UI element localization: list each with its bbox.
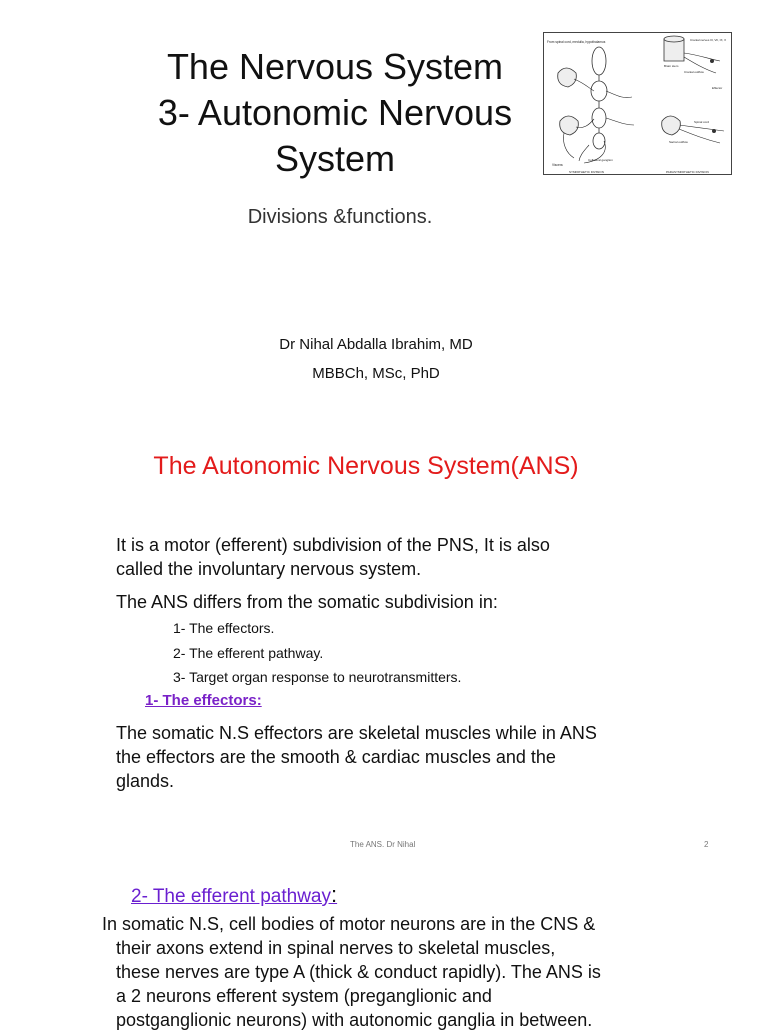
paragraph-line: these nerves are type A (thick & conduct rapidly). The ANS is [116, 962, 601, 982]
sympathetic-chain [591, 47, 607, 149]
ans-diagram [543, 32, 732, 175]
diagram-label-cranial-outflow: Cranial outflow [684, 70, 704, 74]
paragraph-line: In somatic N.S, cell bodies of motor neurons are in the CNS & [102, 914, 596, 934]
slide-title [0, 0, 768, 430]
heading-colon: : [330, 882, 338, 907]
paragraph-line: It is a motor (efferent) subdivision of the PNS, It is also [116, 535, 550, 555]
diagram-label-cranial-nerves: Cranial nerves III, VII, IX, X [690, 38, 727, 42]
spinal-cord-icon [662, 116, 681, 135]
slide-ans-overview [0, 430, 768, 860]
subtitle: Divisions &functions. [247, 206, 433, 228]
author-degrees: MBBCh, MSc, PhD [312, 365, 440, 382]
slide-efferent-pathway [0, 860, 768, 1030]
paragraph-definition [116, 533, 651, 581]
author-name: Dr Nihal Abdalla Ibrahim, MD [279, 336, 473, 353]
brain-stem-icon [664, 36, 684, 61]
paragraph-line: postganglionic neurons) with autonomic ganglia in between. [116, 1010, 593, 1030]
list-item: 1- The effectors. [173, 620, 275, 636]
ganglion-dot [710, 59, 714, 63]
title-line-3: System [274, 138, 396, 180]
author-block [176, 330, 576, 388]
slide-heading: The Autonomic Nervous System(ANS) [153, 452, 579, 480]
page-title [110, 44, 560, 182]
parasympathetic-fibres [679, 53, 724, 143]
diagram-label-effector: Effector [712, 86, 723, 90]
paragraph-line: called the involuntary nervous system. [116, 559, 422, 579]
paragraph-line: the effectors are the smooth & cardiac muscles and the [116, 747, 556, 767]
ans-diagram-svg [544, 33, 731, 174]
heading-text[interactable]: 2- The efferent pathway [131, 886, 331, 907]
paragraph-line: glands. [116, 771, 175, 791]
diagram-label-brain-stem: Brain stem [664, 64, 679, 68]
diagram-label-parasympathetic-division: PARASYMPATHETIC DIVISION [666, 170, 709, 174]
paragraph-differs: The ANS differs from the somatic subdivision in: [116, 592, 498, 612]
diagram-label-spinal-cord: Spinal cord [694, 120, 710, 124]
footer-text: The ANS. Dr Nihal [350, 840, 416, 849]
page-number: 2 [704, 840, 709, 849]
section-heading-efferent-pathway[interactable] [131, 882, 337, 908]
title-line-2: 3- Autonomic Nervous [157, 92, 513, 134]
paragraph-efferent [102, 912, 722, 1032]
section-heading-effectors[interactable]: 1- The effectors: [145, 692, 262, 709]
spinal-cross-section-icon [558, 68, 579, 135]
diagram-label-sympathetic-division: SYMPATHETIC DIVISION [569, 170, 604, 174]
diagram-label-collateral-ganglion: Collateral ganglion [588, 158, 613, 162]
list-item: 3- Target organ response to neurotransmitters. [173, 669, 462, 685]
diagram-label-from-spinal: From spinal cord, medulla, hypothalamus [547, 40, 606, 44]
title-line-1: The Nervous System [166, 46, 504, 88]
diagram-label-sacral-outflow: Sacral outflow [669, 140, 688, 144]
paragraph-line: The somatic N.S effectors are skeletal muscles while in ANS [116, 723, 597, 743]
list-item: 2- The efferent pathway. [173, 645, 324, 661]
paragraph-line: their axons extend in spinal nerves to skeletal muscles, [116, 938, 556, 958]
ganglion-dot [712, 129, 716, 133]
diagram-label-viscera: Viscera [552, 163, 563, 167]
paragraph-line: a 2 neurons efferent system (preganglionic and [116, 986, 492, 1006]
paragraph-effectors [116, 721, 691, 793]
